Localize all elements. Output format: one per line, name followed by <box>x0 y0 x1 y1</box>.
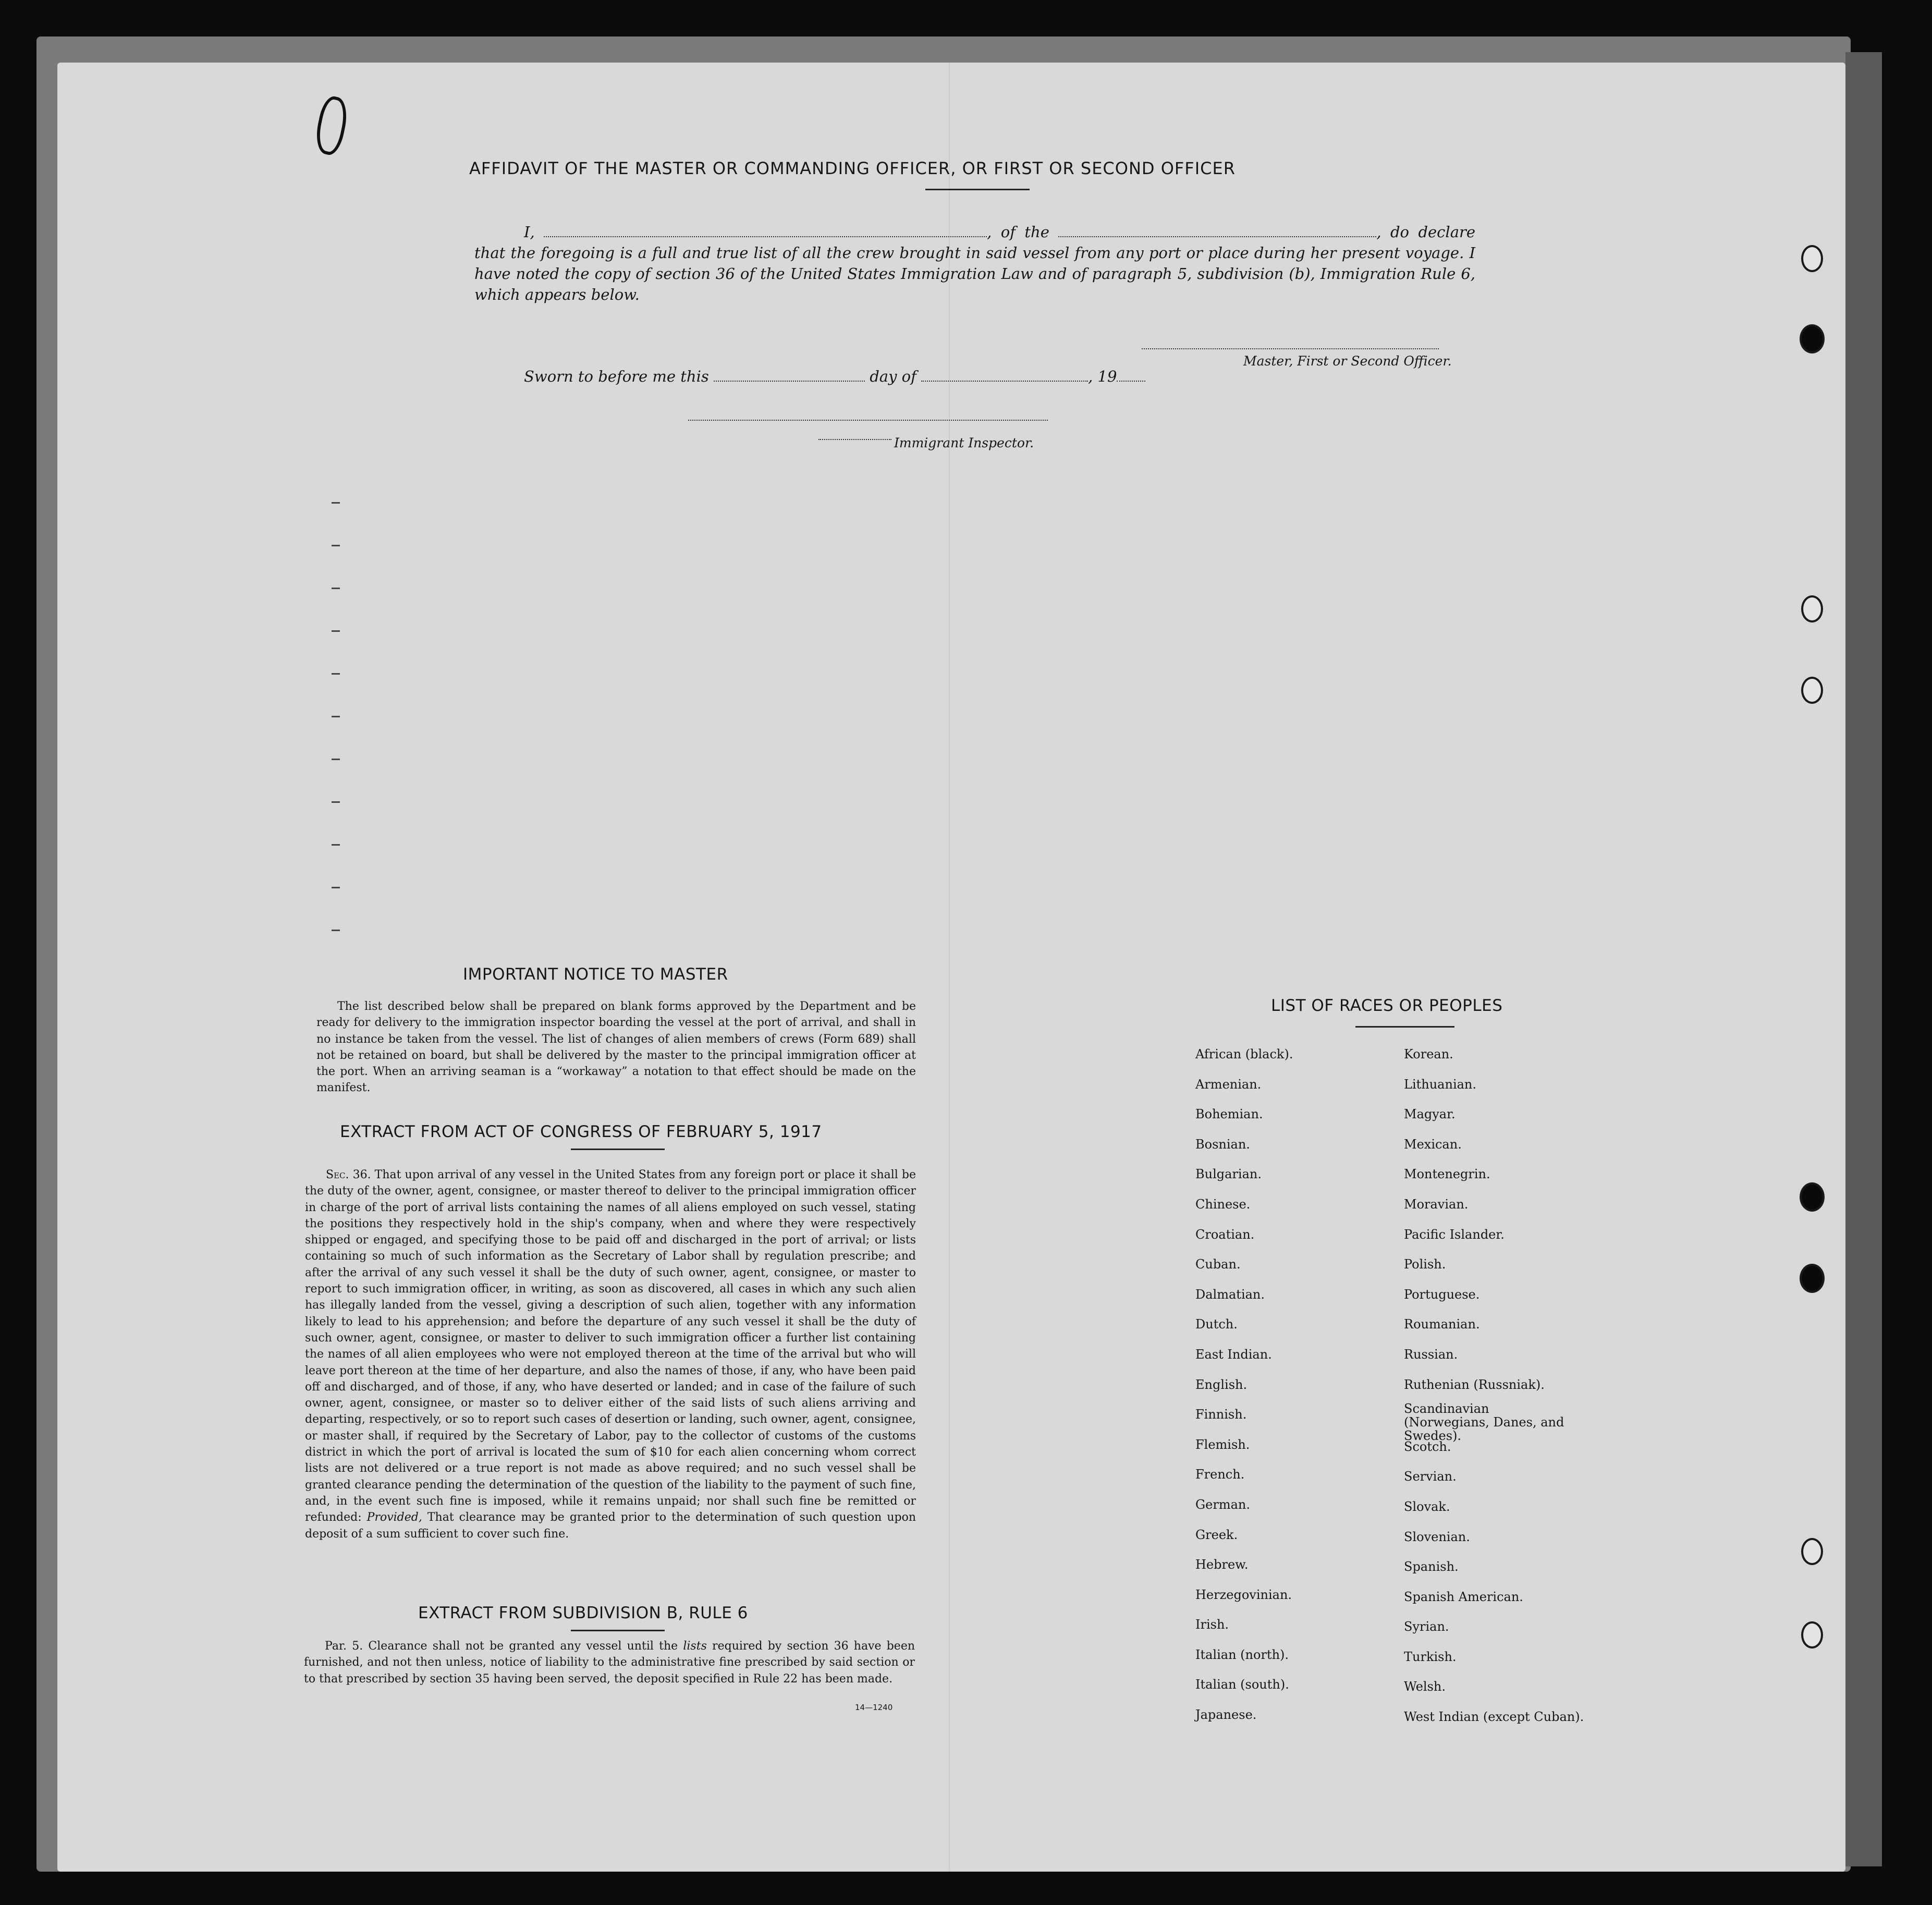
race-item: Montenegrin. <box>1404 1167 1490 1182</box>
sworn-label: Sworn to before me this <box>524 368 709 385</box>
races-rule <box>1355 1026 1454 1028</box>
day-of-label: day of <box>870 368 916 385</box>
par-5-text-a: Par. 5. Clearance shall not be granted any vessel until the <box>325 1640 678 1653</box>
race-item: French. <box>1195 1467 1245 1482</box>
margin-tick <box>332 930 340 931</box>
sworn-year-line <box>1117 370 1145 382</box>
race-item: Dalmatian. <box>1195 1287 1265 1302</box>
extract-rule-title: EXTRACT FROM SUBDIVISION B, RULE 6 <box>418 1604 748 1622</box>
race-item: Spanish American. <box>1404 1589 1523 1604</box>
punch-hole <box>1801 245 1823 272</box>
punch-hole <box>1800 1182 1825 1212</box>
race-item: Servian. <box>1404 1469 1457 1484</box>
race-item: Irish. <box>1195 1617 1229 1632</box>
affidavit-body <box>474 222 1475 305</box>
provided-label: Provided, <box>366 1511 422 1524</box>
margin-tick <box>332 801 340 803</box>
race-item: Mexican. <box>1404 1137 1462 1152</box>
do-declare-label: , do declare <box>1376 223 1476 241</box>
year-prefix: , 19 <box>1088 368 1117 385</box>
extract-rule-rule <box>571 1630 665 1631</box>
race-item: Scotch. <box>1404 1439 1451 1454</box>
extract-act-rule <box>571 1149 665 1150</box>
notice-title: IMPORTANT NOTICE TO MASTER <box>463 965 728 984</box>
race-item: Bosnian. <box>1195 1137 1250 1152</box>
race-item: Greek. <box>1195 1527 1238 1542</box>
race-item: Slovenian. <box>1404 1529 1470 1544</box>
race-item: Ruthenian (Russniak). <box>1404 1377 1545 1392</box>
extract-act-body <box>305 1167 916 1542</box>
notice-body <box>316 998 916 1096</box>
par-5-text-b: required by section 36 have been furnished, and not then unless, notice of liability to the administrative fine prescribed by said section or to that prescribed by section 35 having been served, the deposit specified in Rule 22 has been made. <box>304 1640 915 1686</box>
inspector-caption: Immigrant Inspector. <box>894 435 1034 450</box>
punch-hole <box>1801 677 1823 704</box>
notice-text: The list described below shall be prepared on blank forms approved by the Department and be ready for delivery to the immigration inspector boarding the vessel at the port of arrival, and shall in no instance be taken from the vessel. The list of changes of alien members of crews (Form 689) shall not be retained on board, but shall be delivered by the master to the principal immigration officer at the port. When an arriving seaman is a “workaway” a notation to that effect should be made on the manifest. <box>316 1000 916 1095</box>
affidavit-i-label: I, <box>524 223 535 241</box>
punch-hole <box>1801 595 1823 622</box>
margin-tick <box>332 588 340 589</box>
race-item: Bulgarian. <box>1195 1167 1262 1182</box>
race-item: Bohemian. <box>1195 1107 1263 1122</box>
race-item: Armenian. <box>1195 1077 1262 1092</box>
inspector-dotted-lead <box>818 439 891 440</box>
race-item: West Indian (except Cuban). <box>1404 1709 1584 1725</box>
race-item: Flemish. <box>1195 1437 1250 1452</box>
race-item: Slovak. <box>1404 1499 1450 1514</box>
race-item: Russian. <box>1404 1347 1458 1362</box>
margin-tick <box>332 716 340 717</box>
inspector-signature-line <box>688 420 1048 421</box>
margin-tick <box>332 887 340 888</box>
race-item: Syrian. <box>1404 1619 1449 1634</box>
races-title: LIST OF RACES OR PEOPLES <box>1271 996 1503 1015</box>
extract-act-text: That upon arrival of any vessel in the United States from any foreign port or place it shall be the duty of the owner, agent, consignee, or master thereof to deliver to the principal immigration officer in charge of the port of arrival lists containing the names of all aliens employed on such vessel, stating the positions they respectively hold in the ship's company, when and where they were respectively shipped or engaged, and specifying those to be paid off and discharged in the port of arrival; or lists containing so much of such information as the Secretary of Labor shall by regulation prescribe; and after the arrival of any such vessel it shall be the duty of such owner, agent, consignee, or master to report to such immigration officer, in writing, as soon as discovered, all cases in which any such alien has illegally landed from the vessel, giving a description of such alien, together with any information likely to lead to his apprehension; and before the departure of any such vessel it shall be the duty of such owner, agent, consignee, or master to deliver to such immigration officer a further list containing the names of all alien employees who were not employed thereon at the time of the arrival but who will leave port thereon at the time of her departure, and also the names of those, if any, who have been paid off and discharged, and of those, if any, who have deserted or landed; and in case of the failure of such owner, agent, consignee, or master so to deliver either of the said lists of such aliens arriving and departing, respectively, or so to report such cases of desertion or landing, such owner, agent, consignee, or master shall, if required by the Secretary of Labor, pay to the collector of customs of the customs district in which the port of arrival is located the sum of $10 for each alien concerning whom correct lists are not delivered or a true report is not made as above required; and no such vessel shall be granted clearance pending the determination of the question of the liability to the payment of such fine, and, in the event such fine is imposed, while it remains unpaid; nor shall such fine be remitted or refunded: <box>305 1168 916 1524</box>
affidavit-title: AFFIDAVIT OF THE MASTER OR COMMANDING OFFICER, OR FIRST OR SECOND OFFICER <box>469 158 1236 178</box>
officer-name-line <box>544 225 987 237</box>
race-item: Welsh. <box>1404 1679 1446 1694</box>
races-right-column <box>1404 1040 1696 1732</box>
sec-36-label: Sec. 36. <box>326 1168 371 1181</box>
race-item: East Indian. <box>1195 1347 1272 1362</box>
race-item: Cuban. <box>1195 1257 1241 1272</box>
race-item: Turkish. <box>1404 1649 1457 1664</box>
margin-tick <box>332 502 340 504</box>
punch-hole <box>1801 1538 1823 1565</box>
center-fold <box>949 63 950 1872</box>
title-rule <box>925 189 1030 190</box>
form-number: 14—1240 <box>855 1703 893 1712</box>
margin-tick <box>332 673 340 675</box>
race-item: Dutch. <box>1195 1317 1238 1332</box>
page-stack-edge <box>1845 52 1882 1866</box>
race-item: Hebrew. <box>1195 1557 1249 1572</box>
margin-tick <box>332 759 340 760</box>
race-item: Chinese. <box>1195 1196 1251 1212</box>
race-item: Herzegovinian. <box>1195 1587 1292 1602</box>
race-item: Polish. <box>1404 1257 1446 1272</box>
master-signature-caption: Master, First or Second Officer. <box>1243 353 1452 369</box>
race-item: Roumanian. <box>1404 1317 1480 1332</box>
race-item: German. <box>1195 1497 1250 1512</box>
race-item: English. <box>1195 1377 1248 1392</box>
of-the-label: , of the <box>987 223 1049 241</box>
race-item: Japanese. <box>1195 1707 1257 1723</box>
race-item: Italian (north). <box>1195 1647 1289 1662</box>
margin-tick <box>332 630 340 632</box>
race-item: Finnish. <box>1195 1407 1247 1422</box>
margin-tick <box>332 545 340 546</box>
master-signature-line <box>1142 348 1439 349</box>
race-item: Spanish. <box>1404 1559 1459 1574</box>
race-item: Magyar. <box>1404 1107 1456 1122</box>
punch-hole <box>1800 324 1825 353</box>
race-item: Korean. <box>1404 1047 1453 1061</box>
race-item: Moravian. <box>1404 1196 1469 1212</box>
margin-tick <box>332 844 340 846</box>
affidavit-statement: that the foregoing is a full and true list of all the crew brought in said vessel from any port or place during her present voyage. I have noted the copy of section 36 of the United States Immigration Law and of paragraph 5, subdivision (b), Immigration Rule 6, which appears below. <box>474 244 1475 303</box>
race-item: African (black). <box>1195 1047 1293 1061</box>
race-item: Croatian. <box>1195 1227 1255 1242</box>
extract-act-text-end: That clearance may be granted prior to the determination of such question upon deposit of a sum sufficient to cover such fine. <box>305 1511 916 1541</box>
race-item: Pacific Islander. <box>1404 1227 1505 1242</box>
sworn-day-line <box>714 370 865 382</box>
extract-rule-body <box>304 1638 915 1687</box>
vessel-name-line <box>1058 225 1376 237</box>
race-item: Scandinavian (Norwegians, Danes, and Swedes). <box>1404 1401 1564 1444</box>
sworn-month-line <box>921 370 1088 382</box>
race-item: Portuguese. <box>1404 1287 1480 1302</box>
punch-hole <box>1800 1264 1825 1293</box>
punch-hole <box>1801 1621 1823 1648</box>
extract-act-title: EXTRACT FROM ACT OF CONGRESS OF FEBRUARY 5, 1917 <box>340 1122 822 1141</box>
sworn-line <box>524 368 1202 385</box>
race-item: Lithuanian. <box>1404 1077 1477 1092</box>
lists-word: lists <box>683 1640 707 1653</box>
race-item: Italian (south). <box>1195 1677 1289 1692</box>
